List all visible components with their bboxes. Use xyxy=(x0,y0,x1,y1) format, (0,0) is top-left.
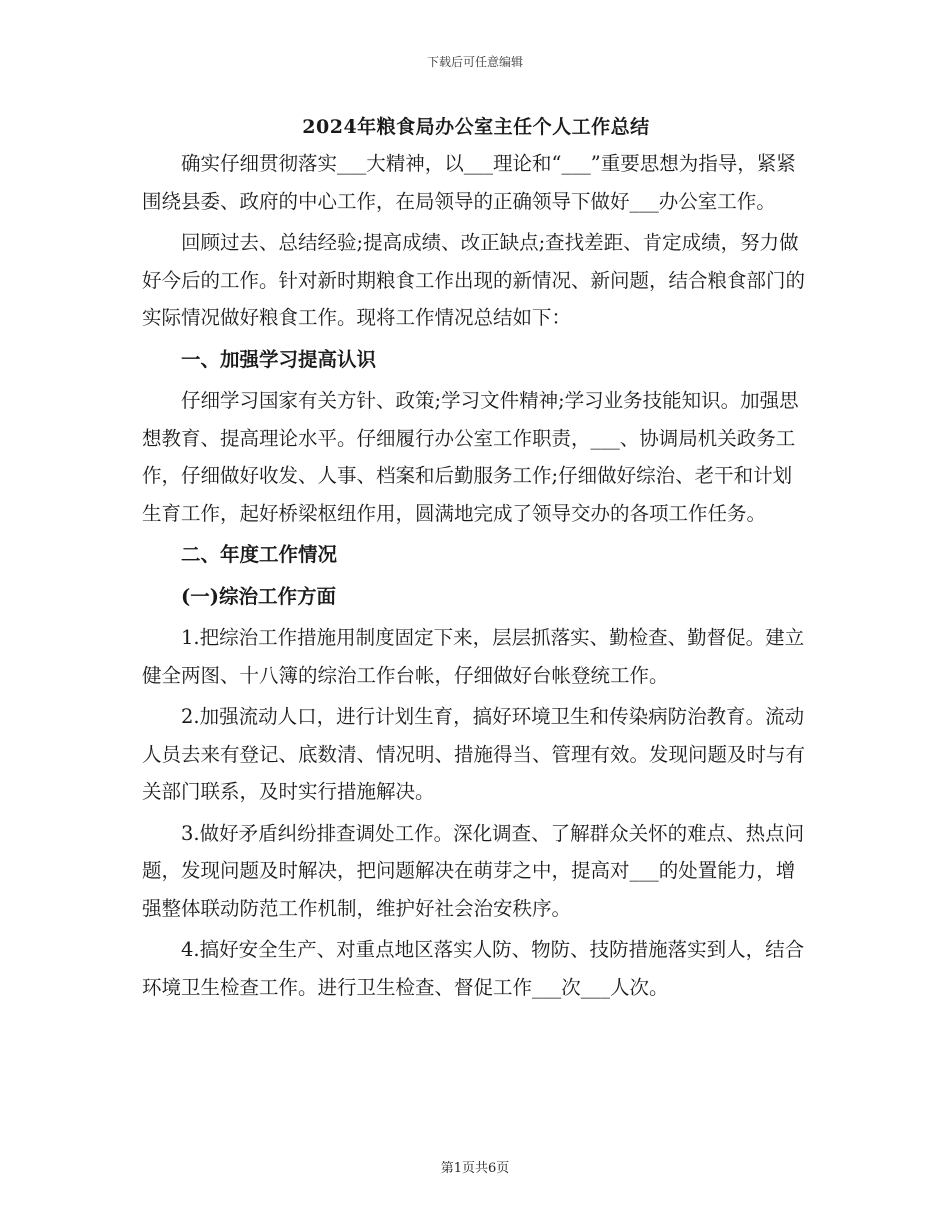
paragraph: 3.做好矛盾纠纷排查调处工作。深化调查、了解群众关怀的难点、热点问题，发现问题及时解决，把问题解决在萌芽之中，提高对___的处置能力，增强整体联动防范工作机制，维护好社会治安秩序。 xyxy=(142,821,805,920)
paragraph: 确实仔细贯彻落实___大精神，以___理论和“___”重要思想为指导，紧紧围绕县委、政府的中心工作，在局领导的正确领导下做好___办公室工作。 xyxy=(142,152,796,213)
document-title: 2024年粮食局办公室主任个人工作总结 xyxy=(302,116,650,138)
section-heading: 二、年度工作情况 xyxy=(181,543,338,566)
paragraph: 回顾过去、总结经验;提高成绩、改正缺点;查找差距、肯定成绩，努力做好今后的工作。针对新时期粮食工作出现的新情况、新问题，结合粮食部门的实际情况做好粮食工作。现将工作情况总结如下： xyxy=(142,231,806,329)
paragraph: 4.搞好安全生产、对重点地区落实人防、物防、技防措施落实到人，结合环境卫生检查工作。进行卫生检查、督促工作___次___人次。 xyxy=(142,938,805,999)
header-note: 下载后可任意编辑 xyxy=(426,55,523,69)
page-number: 第1页共6页 xyxy=(440,1161,510,1176)
paragraph: 仔细学习国家有关方针、政策;学习文件精神;学习业务技能知识。加强思想教育、提高理论水平。仔细履行办公室工作职责，___、协调局机关政务工作，仔细做好收发、人事、档案和后勤服务工作;仔细做好综治、老干和计划生育工作，起好桥梁枢纽作用，圆满地完成了领导交办的各项工作任务。 xyxy=(142,389,799,525)
subsection-heading: (一)综治工作方面 xyxy=(181,584,336,608)
document-body xyxy=(142,113,810,1010)
paragraph: 1.把综治工作措施用制度固定下来，层层抓落实、勤检查、勤督促。建立健全两图、十八簿的综治工作台帐，仔细做好台帐登统工作。 xyxy=(142,626,805,687)
section-heading: 一、加强学习提高认识 xyxy=(181,347,377,371)
paragraph: 2.加强流动人口，进行计划生育，搞好环境卫生和传染病防治教育。流动人员去来有登记、底数清、情况明、措施得当、管理有效。发现问题及时与有关部门联系，及时实行措施解决。 xyxy=(142,705,806,803)
